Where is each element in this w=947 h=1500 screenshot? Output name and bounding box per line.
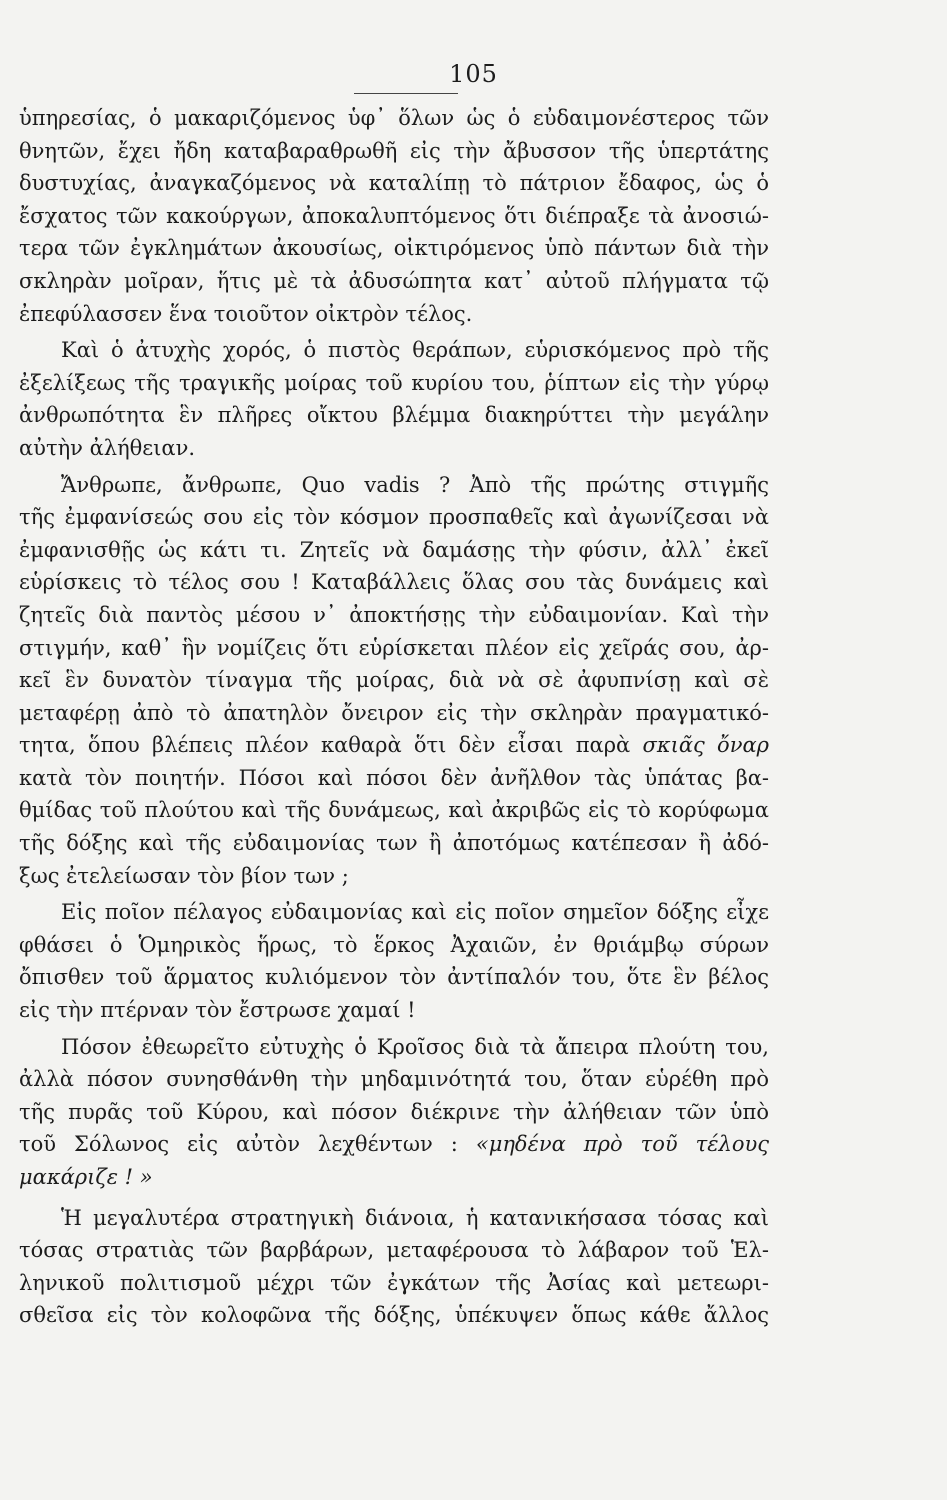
text-line bbox=[19, 334, 769, 367]
text-segment: ἀλλὰ πόσον συνησθάνθη τὴν μηδαμινότητά του, ὅταν εὑρέθη πρὸ bbox=[19, 1067, 769, 1092]
text-line bbox=[19, 827, 769, 860]
text-line bbox=[19, 265, 769, 298]
italic-segment: μακάριζε ! » bbox=[19, 1165, 153, 1189]
text-line bbox=[19, 896, 769, 929]
text-line bbox=[19, 501, 769, 534]
text-line bbox=[19, 1128, 769, 1161]
text-line bbox=[19, 994, 769, 1027]
text-segment: τερα τῶν ἐγκλημάτων ἀκουσίως, οἰκτιρόμενος ὑπὸ πάντων διὰ τὴν bbox=[19, 236, 769, 261]
text-segment: φθάσει ὁ Ὁμηρικὸς ἥρως, τὸ ἕρκος Ἀχαιῶν, ἐν θριάμβῳ σύρων bbox=[19, 932, 769, 957]
text-segment: θνητῶν, ἔχει ἤδη καταβαραθρωθῆ εἰς τὴν ἄβυσσον τῆς ὑπερτάτης bbox=[19, 138, 769, 163]
text-line bbox=[19, 599, 769, 632]
text-segment: Ἡ μεγαλυτέρα στρατηγικὴ διάνοια, ἡ κατανικήσασα τόσας καὶ bbox=[61, 1205, 769, 1230]
text-segment: αὐτὴν ἀλήθειαν. bbox=[19, 435, 196, 460]
text-line bbox=[19, 794, 769, 827]
text-line bbox=[19, 697, 769, 730]
text-line bbox=[19, 167, 769, 200]
text-segment: μεταφέρῃ ἀπὸ τὸ ἀπατηλὸν ὄνειρον εἰς τὴν σκληρὰν πραγματικό- bbox=[19, 700, 769, 725]
text-line bbox=[19, 534, 769, 567]
text-segment: τητα, ὅπου βλέπεις πλέον καθαρὰ ὅτι δὲν εἶσαι παρὰ bbox=[19, 733, 643, 758]
text-segment: εὑρίσκεις τὸ τέλος σου ! Καταβάλλεις ὅλας σου τὰς δυνάμεις καὶ bbox=[19, 570, 769, 595]
text-line bbox=[19, 566, 769, 599]
text-segment: σκληρὰν μοῖραν, ἥτις μὲ τὰ ἀδυσώπητα κατ᾽ αὐτοῦ πλήγματα τῷ bbox=[19, 268, 769, 293]
italic-segment: «μηδένα πρὸ τοῦ τέλους bbox=[475, 1132, 769, 1157]
text-segment: θμίδας τοῦ πλούτου καὶ τῆς δυνάμεως, καὶ ἀκριβῶς εἰς τὸ κορύφωμα bbox=[19, 798, 769, 823]
text-segment: κεῖ ἓν δυνατὸν τίναγμα τῆς μοίρας, διὰ νὰ σὲ ἀφυπνίσῃ καὶ σὲ bbox=[19, 668, 769, 693]
text-segment: Ἄνθρωπε, ἄνθρωπε, Quo vadis ? Ἀπὸ τῆς πρώτης στιγμῆς bbox=[61, 472, 769, 497]
text-segment: κατὰ τὸν ποιητήν. Πόσοι καὶ πόσοι δὲν ἀνῆλθον τὰς ὑπάτας βα- bbox=[19, 765, 769, 790]
text-segment: ἐξελίξεως τῆς τραγικῆς μοίρας τοῦ κυρίου του, ῥίπτων εἰς τὴν γύρῳ bbox=[19, 370, 769, 395]
text-line bbox=[19, 232, 769, 265]
text-line bbox=[19, 729, 769, 762]
text-line bbox=[19, 860, 769, 893]
text-segment: Πόσον ἐθεωρεῖτο εὐτυχὴς ὁ Κροῖσος διὰ τὰ ἄπειρα πλούτη του, bbox=[61, 1034, 769, 1059]
page-number: 105 bbox=[449, 60, 498, 88]
text-line bbox=[19, 102, 769, 135]
text-line bbox=[19, 135, 769, 168]
text-segment: ληνικοῦ πολιτισμοῦ μέχρι τῶν ἐγκάτων τῆς Ἀσίας καὶ μετεωρι- bbox=[19, 1270, 769, 1295]
text-segment: ξως ἐτελείωσαν τὸν βίον των ; bbox=[19, 863, 349, 888]
text-line bbox=[19, 469, 769, 502]
text-line bbox=[19, 367, 769, 400]
text-segment: ὄπισθεν τοῦ ἅρματος κυλιόμενον τὸν ἀντίπαλόν του, ὅτε ἓν βέλος bbox=[19, 965, 769, 990]
text-line bbox=[19, 200, 769, 233]
text-line bbox=[19, 929, 769, 962]
text-segment: ἐπεφύλασσεν ἕνα τοιοῦτον οἰκτρὸν τέλος. bbox=[19, 301, 473, 326]
text-line bbox=[19, 1267, 769, 1300]
text-segment: στιγμήν, καθ᾽ ἣν νομίζεις ὅτι εὑρίσκεται πλέον εἰς χεῖράς σου, ἀρ- bbox=[19, 635, 769, 660]
text-segment: δυστυχίας, ἀναγκαζόμενος νὰ καταλίπῃ τὸ πάτριον ἔδαφος, ὡς ὁ bbox=[19, 171, 769, 196]
body-text bbox=[19, 102, 769, 1332]
text-segment: ὑπηρεσίας, ὁ μακαριζόμενος ὑφ᾽ ὅλων ὡς ὁ εὐδαιμονέστερος τῶν bbox=[19, 106, 769, 130]
text-line bbox=[19, 1096, 769, 1129]
text-segment: εἰς τὴν πτέρναν τὸν ἔστρωσε χαμαί ! bbox=[19, 998, 416, 1023]
text-line bbox=[19, 1234, 769, 1267]
text-line bbox=[19, 762, 769, 795]
text-line bbox=[19, 1031, 769, 1064]
text-segment: Καὶ ὁ ἀτυχὴς χορός, ὁ πιστὸς θεράπων, εὑρισκόμενος πρὸ τῆς bbox=[61, 338, 769, 363]
text-line bbox=[19, 961, 769, 994]
page-number-rule bbox=[354, 93, 458, 94]
text-segment: τῆς ἐμφανίσεώς σου εἰς τὸν κόσμον προσπαθεῖς καὶ ἀγωνίζεσαι νὰ bbox=[19, 505, 769, 530]
text-segment: ἐμφανισθῇς ὡς κάτι τι. Ζητεῖς νὰ δαμάσῃς τὴν φύσιν, ἀλλ᾽ ἐκεῖ bbox=[19, 537, 769, 562]
text-line bbox=[19, 632, 769, 665]
text-segment: ἔσχατος τῶν κακούργων, ἀποκαλυπτόμενος ὅτι διέπραξε τὰ ἀνοσιώ- bbox=[19, 203, 769, 228]
text-segment: ἀνθρωπότητα ἓν πλῆρες οἴκτου βλέμμα διακηρύττει τὴν μεγάλην bbox=[19, 403, 769, 428]
text-segment: τόσας στρατιὰς τῶν βαρβάρων, μεταφέρουσα τὸ λάβαρον τοῦ Ἑλ- bbox=[19, 1238, 769, 1263]
text-segment: Εἰς ποῖον πέλαγος εὐδαιμονίας καὶ εἰς ποῖον σημεῖον δόξης εἶχε bbox=[61, 900, 769, 925]
text-segment: τῆς δόξης καὶ τῆς εὐδαιμονίας των ἢ ἀποτόμως κατέπεσαν ἢ ἀδό- bbox=[19, 831, 769, 856]
text-line bbox=[19, 1063, 769, 1096]
text-segment: τῆς πυρᾶς τοῦ Κύρου, καὶ πόσον διέκρινε τὴν ἀλήθειαν τῶν ὑπὸ bbox=[19, 1099, 769, 1124]
text-segment: σθεῖσα εἰς τὸν κολοφῶνα τῆς δόξης, ὑπέκυψεν ὅπως κάθε ἄλλος bbox=[19, 1303, 769, 1328]
text-segment: τοῦ Σόλωνος εἰς αὐτὸν λεχθέντων : bbox=[19, 1132, 476, 1157]
text-line bbox=[19, 298, 769, 331]
text-line bbox=[19, 664, 769, 697]
text-line bbox=[19, 1202, 769, 1235]
italic-segment: σκιᾶς ὄναρ bbox=[642, 733, 769, 758]
text-line bbox=[19, 432, 769, 465]
text-line bbox=[19, 1161, 769, 1194]
text-line bbox=[19, 1299, 769, 1332]
text-line bbox=[19, 399, 769, 432]
text-segment: ζητεῖς διὰ παντὸς μέσου ν᾽ ἀποκτήσῃς τὴν εὐδαιμονίαν. Καὶ τὴν bbox=[19, 602, 769, 627]
